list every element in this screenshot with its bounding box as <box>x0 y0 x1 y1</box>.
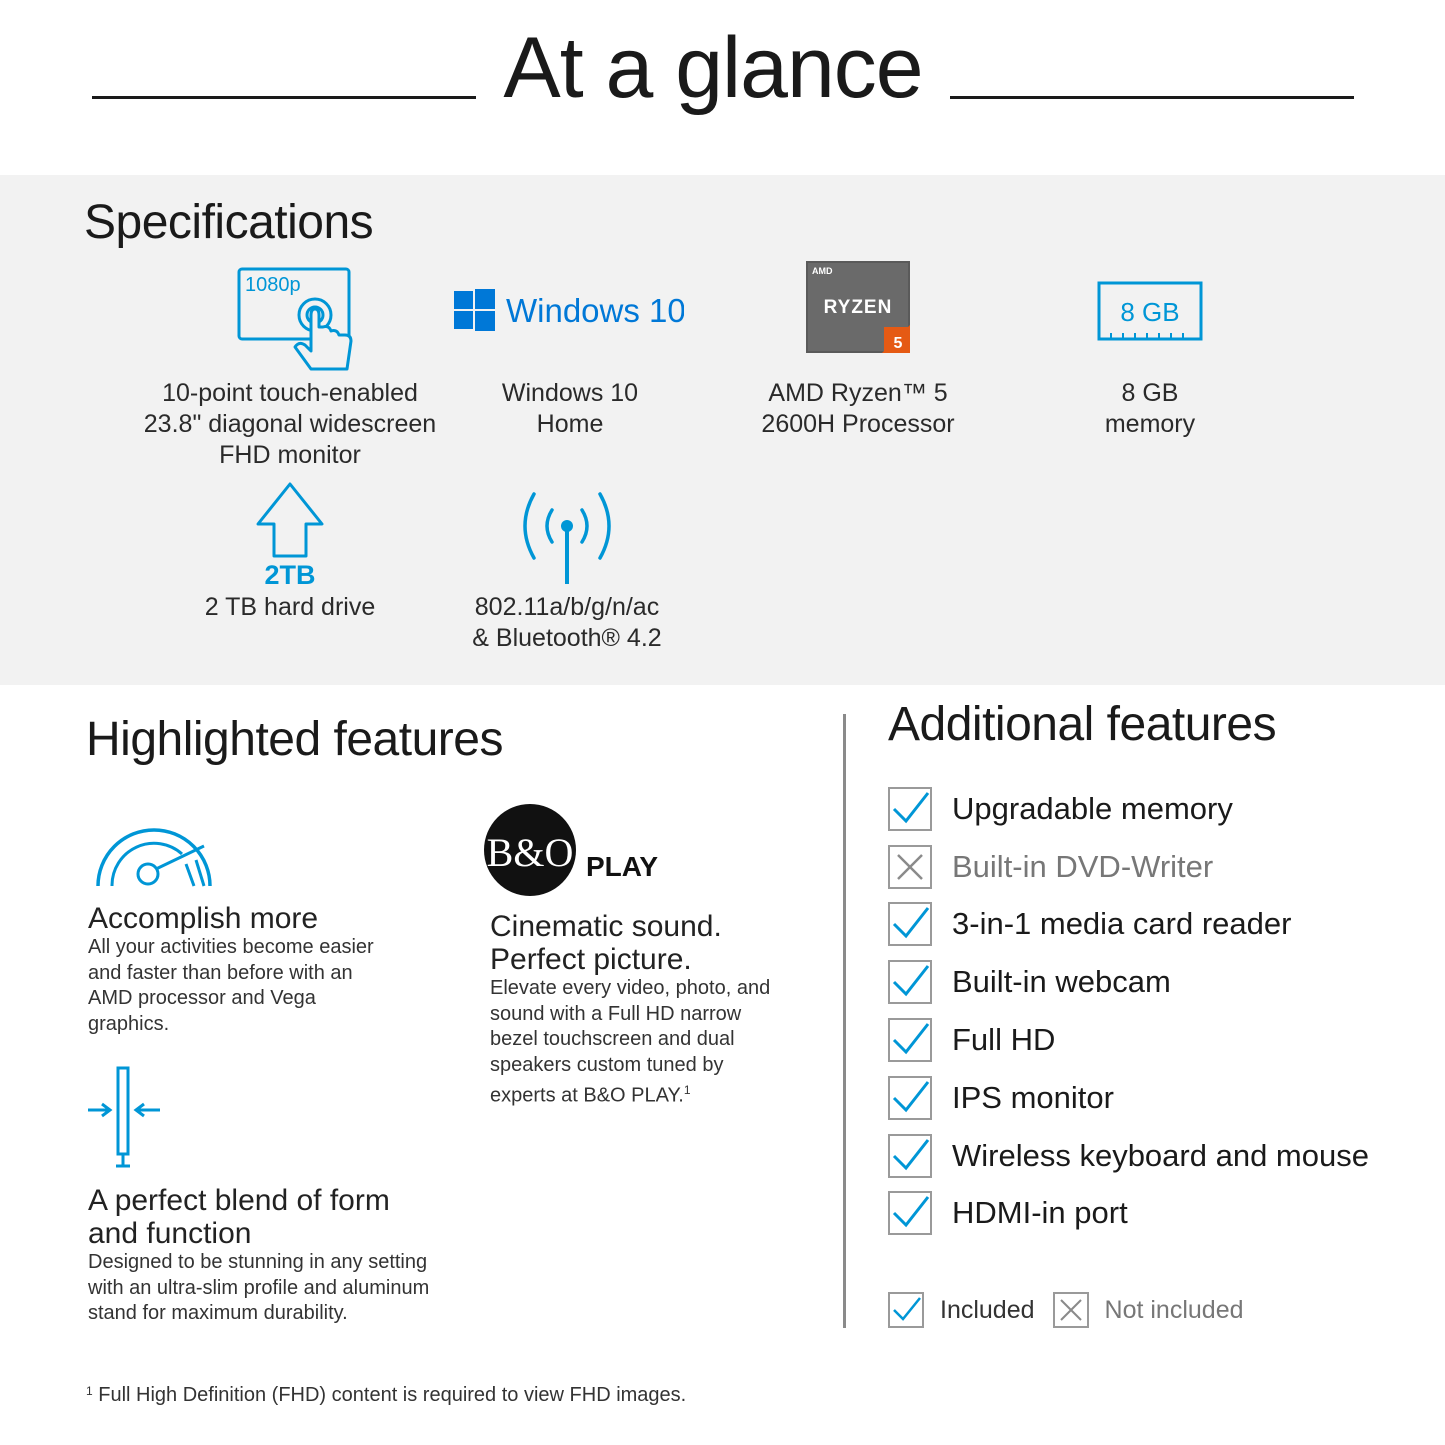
highlighted-features-title: Highlighted features <box>86 713 503 766</box>
check-icon <box>888 1134 932 1178</box>
ryzen-text: RYZEN <box>823 297 893 318</box>
page-header <box>0 0 1445 175</box>
speedometer-icon <box>92 814 216 892</box>
spec-display <box>130 263 450 473</box>
spec-memory-label: 8 GB memory <box>1104 379 1196 438</box>
spec-memory <box>1030 263 1270 443</box>
feature-list-label: Wireless keyboard and mouse <box>952 1137 1369 1173</box>
legend <box>888 1292 1262 1328</box>
feature-list-item <box>888 953 1369 1011</box>
memory-size-text: 8 GB <box>1120 297 1180 327</box>
feature-desc: Designed to be stunning in any setting with an ultra-slim profile and aluminum stand for maximum durability. <box>88 1251 430 1324</box>
section-divider <box>843 714 846 1328</box>
bo-play-logo-icon <box>484 804 684 898</box>
wireless-antenna-icon <box>512 486 622 586</box>
feature-list-label: IPS monitor <box>952 1079 1114 1115</box>
spec-wireless <box>437 480 697 670</box>
feature-cinematic-sound <box>484 804 824 1109</box>
check-icon <box>888 1076 932 1120</box>
feature-list-item <box>888 1127 1369 1185</box>
hard-drive-arrow-icon <box>250 480 330 590</box>
footnote <box>86 1384 686 1407</box>
feature-list-label: HDMI-in port <box>952 1195 1128 1231</box>
footnote-ref: 1 <box>683 1083 691 1097</box>
check-icon <box>888 1018 932 1062</box>
cross-icon <box>888 845 932 889</box>
specifications-section <box>0 175 1445 685</box>
ryzen-tier-text: 5 <box>893 335 903 352</box>
check-icon <box>888 1292 924 1328</box>
spec-os <box>440 263 700 443</box>
legend-not-included-label: Not included <box>1104 1295 1244 1324</box>
amd-ryzen-badge-icon <box>806 261 910 353</box>
specifications-title: Specifications <box>84 196 374 249</box>
resolution-text: 1080p <box>245 274 301 296</box>
spec-storage-label: 2 TB hard drive <box>204 593 376 621</box>
feature-list-item <box>888 896 1369 954</box>
spec-os-label: Windows 10 Home <box>501 379 639 438</box>
additional-features-title: Additional features <box>888 698 1277 751</box>
feature-list-item <box>888 1185 1369 1243</box>
storage-size-text: 2TB <box>264 560 316 590</box>
bo-logo-text: B&O <box>486 830 574 875</box>
feature-title: Accomplish more <box>88 902 319 935</box>
feature-list-label: Built-in webcam <box>952 964 1171 1000</box>
touch-screen-icon <box>225 265 355 375</box>
play-logo-text: PLAY <box>586 851 659 882</box>
feature-desc <box>490 976 824 1109</box>
check-icon <box>888 1191 932 1235</box>
check-icon <box>888 902 932 946</box>
spec-processor <box>728 263 988 443</box>
feature-title: Cinematic sound. Perfect picture. <box>490 910 722 976</box>
windows-wordmark: Windows 10 <box>506 292 684 329</box>
feature-list-item <box>888 1069 1369 1127</box>
feature-accomplish-more <box>88 814 428 1037</box>
spec-processor-label: AMD Ryzen™ 5 2600H Processor <box>761 379 955 438</box>
feature-title: A perfect blend of form and function <box>88 1184 390 1250</box>
feature-list-label: Upgradable memory <box>952 790 1233 826</box>
feature-list-label: Built-in DVD-Writer <box>952 848 1214 884</box>
header-rule-right <box>950 96 1354 99</box>
amd-text: AMD <box>812 266 833 276</box>
feature-form-function <box>88 1066 468 1327</box>
footnote-text: Full High Definition (FHD) content is required to view FHD images. <box>98 1384 687 1406</box>
feature-list-item <box>888 1011 1369 1069</box>
memory-chip-icon <box>1097 281 1203 345</box>
check-icon <box>888 787 932 831</box>
footnote-number: 1 <box>86 1384 93 1398</box>
feature-list-item <box>888 838 1369 896</box>
additional-features-list <box>888 780 1369 1242</box>
check-icon <box>888 960 932 1004</box>
feature-list-label: 3-in-1 media card reader <box>952 906 1292 942</box>
legend-included-label: Included <box>940 1295 1035 1324</box>
spec-display-label: 10-point touch-enabled 23.8" diagonal widescreen FHD monitor <box>143 379 437 469</box>
spec-wireless-label: 802.11a/b/g/n/ac & Bluetooth® 4.2 <box>472 593 662 652</box>
slim-profile-icon <box>88 1066 164 1170</box>
page-title: At a glance <box>503 20 923 116</box>
feature-desc: All your activities become easier and faster than before with an AMD processor and Vega graphics. <box>88 936 374 1035</box>
spec-storage <box>160 480 420 630</box>
windows-logo-icon <box>454 289 684 333</box>
cross-icon <box>1053 1292 1089 1328</box>
feature-desc-text: Elevate every video, photo, and sound with a Full HD narrow bezel touchscreen and dual speakers custom tuned by experts at B&O PLAY. <box>490 977 771 1107</box>
feature-list-label: Full HD <box>952 1022 1056 1058</box>
feature-list-item <box>888 780 1369 838</box>
header-rule-left <box>92 96 476 99</box>
